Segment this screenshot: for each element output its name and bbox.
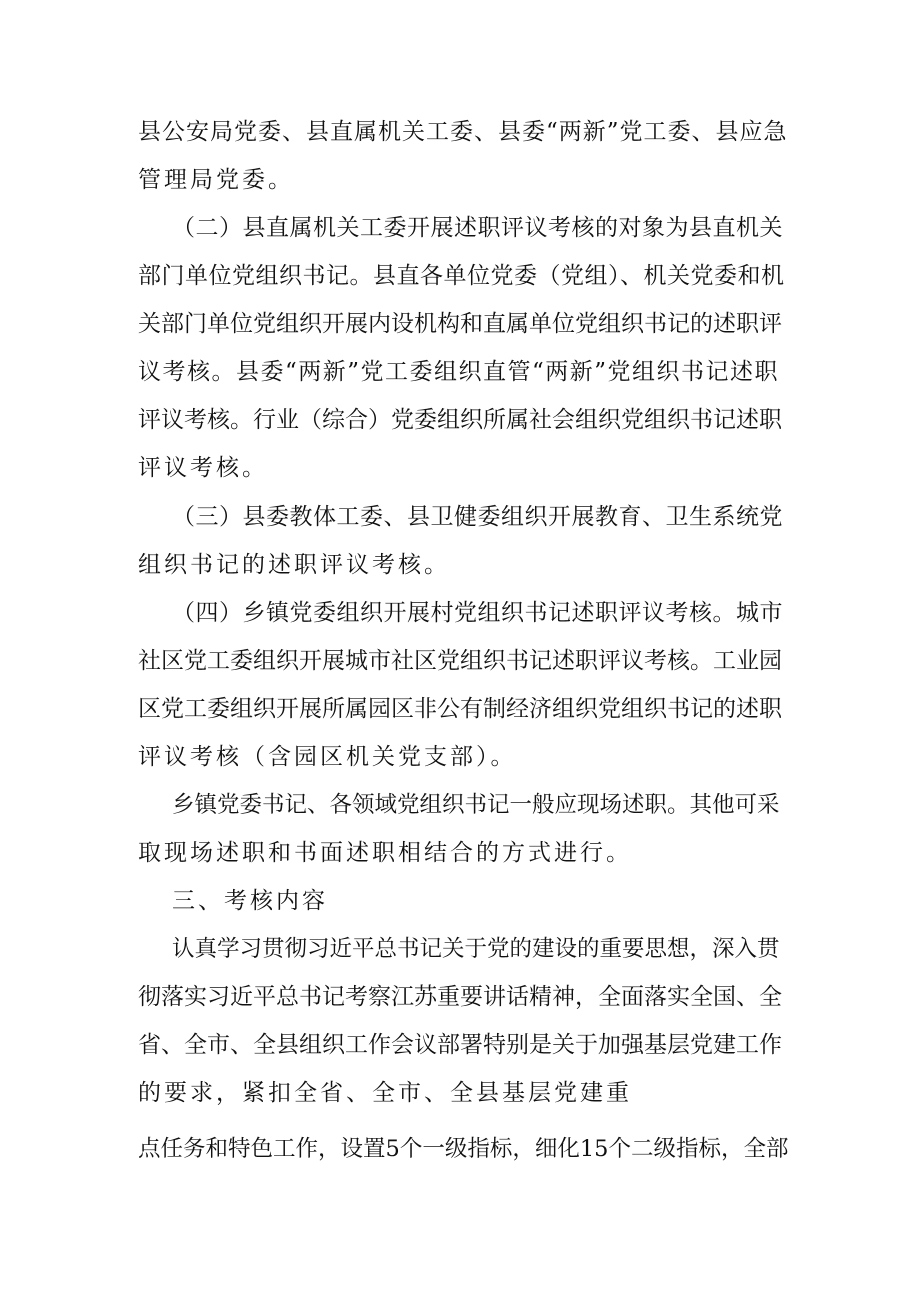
paragraph-start-line: 认真学习贯彻习近平总书记关于党的建设的重要思想，深入贯 <box>172 936 780 962</box>
text-line: 议考核。县委“两新”党工委组织直管“两新”党组织书记述职 <box>138 359 780 385</box>
text-line: 组织书记的述职评议考核。 <box>138 552 450 578</box>
text-line: 点任务和特色工作，设置5个一级指标，细化15个二级指标，全部 <box>138 1136 789 1162</box>
text-line: 彻落实习近平总书记考察江苏重要讲话精神，全面落实全国、全 <box>138 984 782 1010</box>
text-line: 管理局党委。 <box>138 167 294 193</box>
text-line: 评议考核。行业（综合）党委组织所属社会组织党组织书记述职 <box>138 407 782 433</box>
text-line: 省、全市、全县组织工作会议部署特别是关于加强基层党建工作 <box>138 1032 782 1058</box>
text-line: 部门单位党组织书记。县直各单位党委（党组）、机关党委和机 <box>138 263 785 289</box>
paragraph-start-line: （四）乡镇党委组织开展村党组织书记述职评议考核。城市 <box>172 600 783 626</box>
text-line: 社区党工委组织开展城市社区党组织书记述职评议考核。工业园 <box>138 648 782 674</box>
text-line: 评议考核（含园区机关党支部）。 <box>138 744 517 770</box>
text-line: 区党工委组织开展所属园区非公有制经济组织党组织书记的述职 <box>138 696 782 722</box>
section-heading: 三、考核内容 <box>172 888 328 914</box>
text-line: 关部门单位党组织开展内设机构和直属单位党组织书记的述职评 <box>138 311 782 337</box>
text-line: 县公安局党委、县直属机关工委、县委“两新”党工委、县应急 <box>138 119 788 145</box>
text-line: 的要求，紧扣全省、全市、全县基层党建重 <box>138 1080 632 1106</box>
paragraph-start-line: 乡镇党委书记、各领域党组织书记一般应现场述职。其他可采 <box>172 792 780 818</box>
paragraph-start-line: （三）县委教体工委、县卫健委组织开展教育、卫生系统党 <box>172 504 783 530</box>
text-line: 取现场述职和书面述职相结合的方式进行。 <box>138 840 632 866</box>
text-line: 评议考核。 <box>138 455 268 481</box>
paragraph-start-line: （二）县直属机关工委开展述职评议考核的对象为县直机关 <box>172 215 783 241</box>
